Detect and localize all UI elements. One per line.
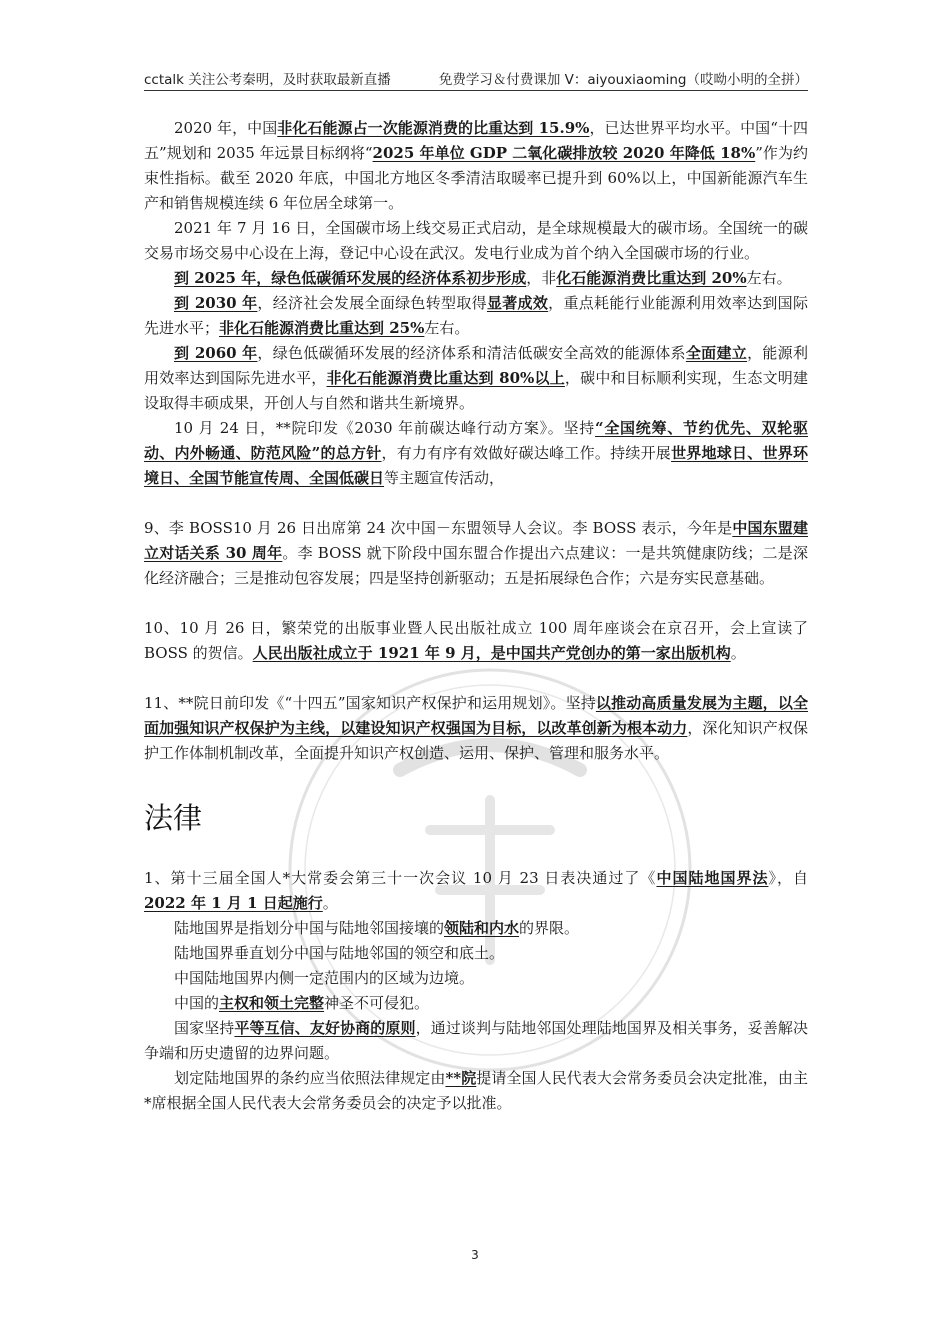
text-run: 提请全国人民代表大会常务委员会决定批准，由主*席根据全国人民代表大会常务委员会的决定予以批准。 xyxy=(144,1069,808,1112)
text-run: 陆地国界垂直划分中国与陆地邻国的领空和底土。 xyxy=(174,944,505,962)
header-divider xyxy=(144,90,808,91)
text-run: ，重点耗能行业能源利用效率达到国际先进水平； xyxy=(144,294,808,337)
text-run: 2021 年 7 月 16 日，全国碳市场上线交易正式启动，是全球规模最大的碳市场。全国统一的碳交易市场交易中心设在上海，登记中心设在武汉。发电行业成为首个纳入全国碳市场的行业。 xyxy=(144,219,808,262)
section-heading-law: 法律 xyxy=(144,801,203,835)
text-run: ，非 xyxy=(526,269,557,287)
underlined-keyphrase: 到 2060 年 xyxy=(174,344,258,362)
paragraph xyxy=(144,416,808,491)
underlined-keyphrase: 主权和领土完整 xyxy=(219,994,325,1012)
paragraph xyxy=(144,1016,808,1066)
underlined-keyphrase: 非化石能源占一次能源消费的比重达到 15.9% xyxy=(277,119,590,137)
text-run: 中国陆地国界内侧一定范围内的区域为边境。 xyxy=(174,969,475,987)
header-left-text: cctalk 关注公考秦明，及时获取最新直播 xyxy=(144,72,391,88)
text-run: 中国的 xyxy=(174,994,220,1012)
text-run: 10、10 月 26 日，繁荣党的出版事业暨人民出版社成立 100 周年座谈会在京召开，会上宣读了 BOSS 的贺信。 xyxy=(144,619,808,662)
page-number: 3 xyxy=(471,1248,479,1262)
underlined-keyphrase: 化石能源消费比重达到 20% xyxy=(556,269,747,287)
underlined-keyphrase: **院 xyxy=(445,1069,477,1087)
text-run: 左右。 xyxy=(424,319,470,337)
underlined-keyphrase: 2022 年 1 月 1 日起施行 xyxy=(144,894,323,912)
underlined-keyphrase: 中国东盟建立对话关系 30 周年 xyxy=(144,519,808,562)
underlined-keyphrase: 到 2025 年，绿色低碳循环发展的经济体系初步形成 xyxy=(174,269,527,287)
text-run: ，通过谈判与陆地邻国处理陆地国界及相关事务，妥善解决争端和历史遗留的边界问题。 xyxy=(144,1019,808,1062)
text-run: 1、第十三届全国人*大常委会第三十一次会议 10 月 23 日表决通过了《 xyxy=(144,869,657,887)
underlined-keyphrase: 平等互信、友好协商的原则 xyxy=(234,1019,416,1037)
text-run: 划定陆地国界的条约应当依照法律规定由 xyxy=(174,1069,446,1087)
page-header xyxy=(144,66,808,88)
underlined-keyphrase: 2025 年单位 GDP 二氧化碳排放较 2020 年降低 18% xyxy=(372,144,756,162)
underlined-keyphrase: “全国统筹、节约优先、双轮驱动、内外畅通、防范风险”的总方针 xyxy=(144,419,808,462)
paragraph xyxy=(144,966,808,991)
paragraph xyxy=(144,691,808,766)
underlined-keyphrase: 以推动高质量发展为主题，以全面加强知识产权保护为主线，以建设知识产权强国为目标，以改革创新为根本动力 xyxy=(144,694,808,737)
text-run: ，已达世界平均水平。中国“十四五”规划和 2035 年远景目标纲将“ xyxy=(144,119,809,162)
underlined-keyphrase: 中国陆地国界法 xyxy=(656,869,769,887)
text-run: 等主题宣传活动， xyxy=(384,469,505,487)
paragraph xyxy=(144,916,808,941)
text-run: 神圣不可侵犯。 xyxy=(324,994,430,1012)
paragraph xyxy=(144,516,808,591)
text-run: 10 月 24 日，**院印发《2030 年前碳达峰行动方案》。坚持 xyxy=(174,419,595,437)
paragraph xyxy=(144,941,808,966)
underlined-keyphrase: 全面建立 xyxy=(685,344,748,362)
text-run: 》，自 xyxy=(768,869,808,887)
paragraph-spacer xyxy=(144,666,808,691)
text-run: 左右。 xyxy=(746,269,792,287)
news-section xyxy=(144,116,808,766)
law-section xyxy=(144,866,808,1116)
text-run: 。 xyxy=(730,644,746,662)
underlined-keyphrase: 人民出版社成立于 1921 年 9 月，是中国共产党创办的第一家出版机构 xyxy=(252,644,731,662)
text-run: 。 xyxy=(322,894,338,912)
paragraph-spacer xyxy=(144,491,808,516)
paragraph xyxy=(144,1066,808,1116)
text-run: ，有力有序有效做好碳达峰工作。持续开展 xyxy=(381,444,672,462)
text-run: 9、李 BOSS10 月 26 日出席第 24 次中国－东盟领导人会议。李 BOSS 表示，今年是 xyxy=(144,519,733,537)
text-run: 。李 BOSS 就下阶段中国东盟合作提出六点建议：一是共筑健康防线；二是深化经济融合；三是推动包容发展；四是坚持创新驱动；五是拓展绿色合作；六是夯实民意基础。 xyxy=(144,544,808,587)
text-run: 11、**院日前印发《“十四五”国家知识产权保护和运用规划》。坚持 xyxy=(144,694,596,712)
text-run: ，绿色低碳循环发展的经济体系和清洁低碳安全高效的能源体系 xyxy=(257,344,686,362)
paragraph xyxy=(144,991,808,1016)
text-run: 2020 年，中国 xyxy=(174,119,278,137)
paragraph xyxy=(144,341,808,416)
document-body xyxy=(144,116,808,1116)
text-run: ”作为约束性指标。截至 2020 年底，中国北方地区冬季清洁取暖率已提升到 60%以上，中国新能源汽车生产和销售规模连续 6 年位居全球第一。 xyxy=(144,144,809,212)
header-right-text: 免费学习＆付费课加 V：aiyouxiaoming（哎呦小明的全拼） xyxy=(438,72,808,88)
paragraph xyxy=(144,266,808,291)
text-run: ，深化知识产权保护工作体制机制改革，全面提升知识产权创造、运用、保护、管理和服务水平。 xyxy=(144,719,808,762)
underlined-keyphrase: 显著成效 xyxy=(486,294,549,312)
text-run: 国家坚持 xyxy=(174,1019,235,1037)
text-run: ，能源利用效率达到国际先进水平， xyxy=(144,344,808,387)
paragraph xyxy=(144,216,808,266)
paragraph xyxy=(144,866,808,916)
underlined-keyphrase: 到 2030 年 xyxy=(174,294,258,312)
underlined-keyphrase: 非化石能源消费比重达到 80%以上 xyxy=(326,369,565,387)
underlined-keyphrase: 领陆和内水 xyxy=(444,919,520,937)
paragraph-spacer xyxy=(144,591,808,616)
paragraph xyxy=(144,616,808,666)
text-run: ，经济社会发展全面绿色转型取得 xyxy=(257,294,487,312)
section-spacer xyxy=(144,844,808,866)
paragraph xyxy=(144,116,808,216)
text-run: 的界限。 xyxy=(519,919,580,937)
text-run: 陆地国界是指划分中国与陆地邻国接壤的 xyxy=(174,919,445,937)
underlined-keyphrase: 世界地球日、世界环境日、全国节能宣传周、全国低碳日 xyxy=(144,444,808,487)
text-run: ，碳中和目标顺利实现，生态文明建设取得丰硕成果，开创人与自然和谐共生新境界。 xyxy=(144,369,808,412)
paragraph xyxy=(144,291,808,341)
underlined-keyphrase: 非化石能源消费比重达到 25% xyxy=(219,319,425,337)
